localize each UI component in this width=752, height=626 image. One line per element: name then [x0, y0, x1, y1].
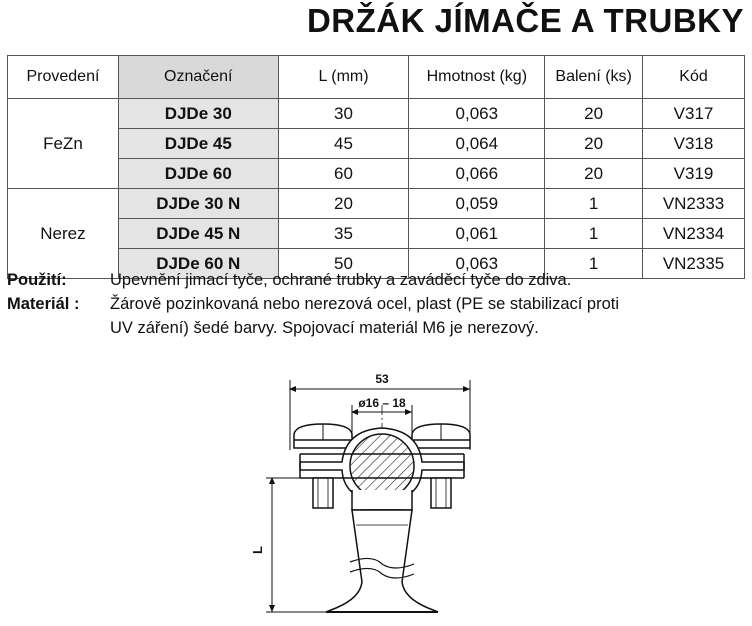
cell-length: 30: [278, 99, 409, 129]
cell-mark: DJDe 30 N: [118, 189, 278, 219]
group-fezn: FeZn: [8, 99, 119, 189]
group-nerez: Nerez: [8, 189, 119, 279]
header-oznaceni: Označení: [118, 56, 278, 99]
cell-code: V317: [643, 99, 745, 129]
table-header-row: [8, 56, 745, 99]
usage-line: [7, 268, 571, 292]
cell-package: 1: [545, 189, 643, 219]
cell-length: 60: [278, 159, 409, 189]
cell-code: VN2334: [643, 219, 745, 249]
page-title: DRŽÁK JÍMAČE A TRUBKY: [306, 2, 744, 39]
material-line-2: [110, 316, 539, 340]
cell-package: 20: [545, 129, 643, 159]
cell-code: V318: [643, 129, 745, 159]
cell-code: VN2335: [643, 249, 745, 279]
usage-label: Použití:: [7, 271, 67, 289]
usage-text: Upevnění jimací tyče, ochrané trubky a zaváděcí tyče do zdiva.: [110, 271, 572, 289]
material-text-line1: Žárově pozinkovaná nebo nerezová ocel, plast (PE se stabilizací proti: [110, 295, 620, 313]
cell-weight: 0,063: [409, 99, 545, 129]
cell-weight: 0,064: [409, 129, 545, 159]
header-package: Balení (ks): [545, 56, 643, 99]
material-text-line2: UV záření) šedé barvy. Spojovací materiál M6 je nerezový.: [110, 319, 539, 337]
cell-mark: DJDe 60: [118, 159, 278, 189]
header-length: L (mm): [278, 56, 409, 99]
cell-length: 35: [278, 219, 409, 249]
table-row: [8, 129, 745, 159]
cell-length: 45: [278, 129, 409, 159]
material-label: Materiál :: [7, 295, 80, 313]
technical-drawing: [0, 350, 752, 626]
cell-mark: DJDe 60 N: [118, 249, 278, 279]
cell-code: VN2333: [643, 189, 745, 219]
header-code: Kód: [643, 56, 745, 99]
dim-height-label: L: [250, 546, 265, 554]
header-provedeni: Provedení: [8, 56, 119, 99]
cell-package: 20: [545, 99, 643, 129]
table-row: [8, 219, 745, 249]
cell-package: 1: [545, 249, 643, 279]
pipe-section: [350, 434, 414, 498]
material-line: [7, 292, 619, 316]
cell-code: V319: [643, 159, 745, 189]
cell-package: 20: [545, 159, 643, 189]
table-row: [8, 159, 745, 189]
dim-diameter-label: ø16 – 18: [358, 396, 406, 410]
cell-mark: DJDe 45: [118, 129, 278, 159]
cell-length: 20: [278, 189, 409, 219]
header-weight: Hmotnost (kg): [409, 56, 545, 99]
cell-weight: 0,059: [409, 189, 545, 219]
cell-length: 50: [278, 249, 409, 279]
spec-table: [7, 55, 745, 279]
cell-weight: 0,061: [409, 219, 545, 249]
cell-mark: DJDe 30: [118, 99, 278, 129]
cell-package: 1: [545, 219, 643, 249]
cell-weight: 0,063: [409, 249, 545, 279]
cell-mark: DJDe 45 N: [118, 219, 278, 249]
table-row: [8, 189, 745, 219]
dim-width-label: 53: [375, 372, 389, 386]
table-row: [8, 99, 745, 129]
cell-weight: 0,066: [409, 159, 545, 189]
